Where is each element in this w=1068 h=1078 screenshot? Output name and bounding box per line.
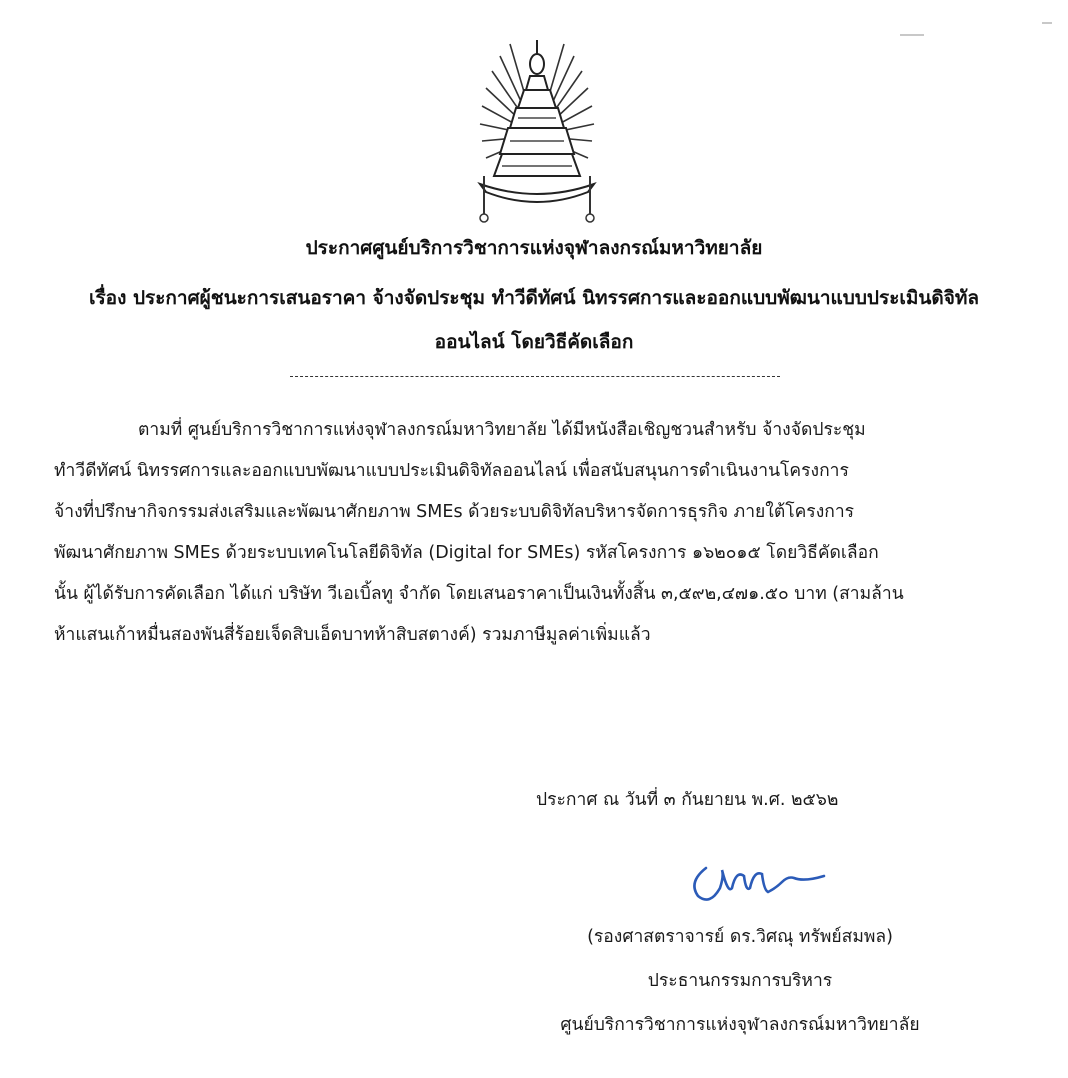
announcement-body [54,410,1044,656]
scan-speck [1042,22,1052,24]
signature-image [684,848,834,908]
signer-name: (รองศาสตราจารย์ ดร.วิศณุ ทรัพย์สมพล) [587,927,893,947]
body-line: นั้น ผู้ได้รับการคัดเลือก ได้แก่ บริษัท วีเอเบิ้ลทู จำกัด โดยเสนอราคาเป็นเงินทั้งสิ้น ๓,๕๙๒,๔๗๑.๕๐ บาท (สามล้าน [54,584,904,604]
scan-speck [900,34,924,36]
announcement-title: ประกาศศูนย์บริการวิชาการแห่งจุฬาลงกรณ์มหาวิทยาลัย [305,237,763,259]
signer-position: ประธานกรรมการบริหาร [647,971,833,991]
announcement-date: ประกาศ ณ วันที่ ๓ กันยายน พ.ศ. ๒๕๖๒ [536,790,839,810]
divider-line [290,376,780,377]
announcement-subject-continued: ออนไลน์ โดยวิธีคัดเลือก [434,331,634,353]
body-line: ห้าแสนเก้าหมื่นสองพันสี่ร้อยเจ็ดสิบเอ็ดบาทห้าสิบสตางค์) รวมภาษีมูลค่าเพิ่มแล้ว [54,625,651,645]
university-emblem [470,26,604,226]
signature-block [520,915,960,1047]
body-line: ตามที่ ศูนย์บริการวิชาการแห่งจุฬาลงกรณ์มหาวิทยาลัย ได้มีหนังสือเชิญชวนสำหรับ จ้างจัดประชุม [138,420,866,440]
body-line: พัฒนาศักยภาพ SMEs ด้วยระบบเทคโนโลยีดิจิทัล (Digital for SMEs) รหัสโครงการ ๑๖๒๐๑๕ โดยวิธีคัดเลือก [54,543,879,563]
body-line: ทำวีดีทัศน์ นิทรรศการและออกแบบพัฒนาแบบประเมินดิจิทัลออนไลน์ เพื่อสนับสนุนการดำเนินงานโครงการ [54,461,849,481]
body-line: จ้างที่ปรึกษากิจกรรมส่งเสริมและพัฒนาศักยภาพ SMEs ด้วยระบบดิจิทัลบริหารจัดการธุรกิจ ภายใต้โครงการ [54,502,855,522]
announcement-subject: เรื่อง ประกาศผู้ชนะการเสนอราคา จ้างจัดประชุม ทำวีดีทัศน์ นิทรรศการและออกแบบพัฒนาแบบประเมินดิจิทัล [88,287,980,309]
signer-organization: ศูนย์บริการวิชาการแห่งจุฬาลงกรณ์มหาวิทยาลัย [560,1015,920,1035]
